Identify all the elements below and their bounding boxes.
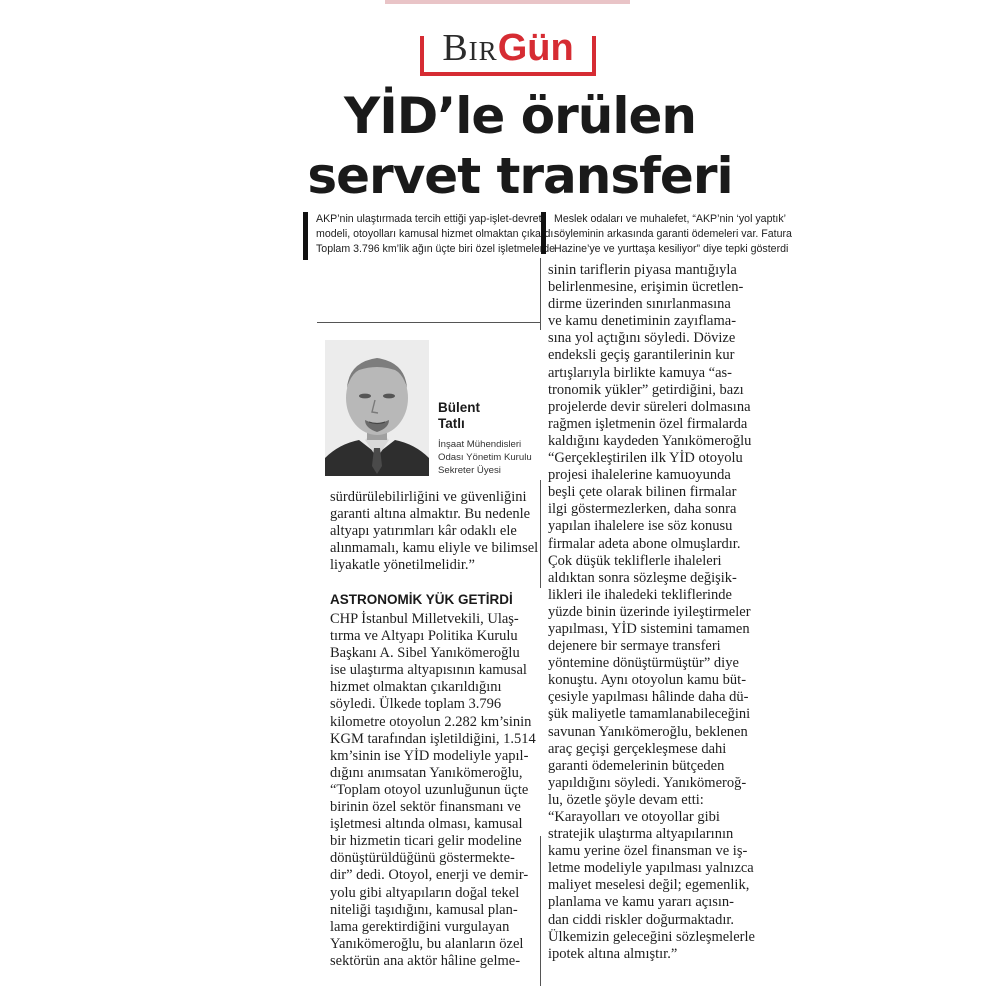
text-line: birinin özel sektör finansmanı ve (330, 799, 521, 816)
text-line: alınmamalı, kamu eliyle ve bilimsel (330, 540, 539, 557)
text-line: “Gerçekleştirilen ilk YİD otoyolu (548, 450, 743, 467)
column-left-body (330, 611, 536, 970)
text-line: liyakatle yönetilmelidir.” (330, 557, 475, 574)
text-line: Çok düşük tekliflerle ihaleleri (548, 552, 722, 569)
text-line: letme modeliyle yapılması yalnızca (548, 860, 754, 877)
text-line: lama gerektirdiğini vurgulayan (330, 918, 510, 935)
author-role (438, 438, 532, 477)
deck-line: Meslek odaları ve muhalefet, “AKP’nin ‘yol yaptık’ (554, 213, 786, 225)
text-line: yapılan ihalelere ise söz konusu (548, 518, 733, 535)
headline-line: servet transferi (307, 147, 733, 205)
text-line: işletmesi altında olması, kamusal (330, 816, 523, 833)
deck-left (303, 212, 557, 260)
text-line: dan ciddi riskler doğurmaktadır. (548, 911, 735, 928)
text-line: altyapı yatırımları kâr odaklı ele (330, 523, 517, 540)
text-line: KGM tarafından işletildiğini, 1.514 (330, 730, 536, 747)
text-line: lu, özetle şöyle devam etti: (548, 791, 704, 808)
text-line: yapılması, YİD sistemini tamamen (548, 620, 750, 637)
text-line: bir hizmetin ticari gelir modeline (330, 833, 522, 850)
text-line: sürdürülebilirliğini ve güvenliğini (330, 489, 527, 505)
author-last-name: Tatlı (438, 416, 465, 431)
headline (230, 86, 810, 206)
deck-line: AKP’nin ulaştırmada tercih ettiği yap-işlet-devret (316, 213, 542, 225)
column-divider (540, 836, 541, 986)
text-line: km’sinin ise YİD modeliyle yapıl- (330, 747, 529, 764)
headline-line: YİD’le örülen (343, 87, 696, 145)
text-line: dir” dedi. Otoyol, enerji ve demir- (330, 867, 529, 884)
deck-line: söyleminin arkasında garanti ödemeleri var. Fatura (554, 228, 792, 240)
text-line: niteliği taşıdığını, kamusal plan- (330, 901, 518, 918)
text-line: dirme üzerinden sınırlanmasına (548, 296, 731, 313)
column-left-top (330, 489, 538, 574)
author-portrait-image (325, 340, 429, 476)
deck-right (541, 212, 792, 255)
text-line: konuştu. Aynı otoyolun kamu büt- (548, 672, 747, 689)
text-line: likleri ile ihaledeki tekliflerinde (548, 586, 732, 603)
author-name (438, 400, 480, 432)
text-line: garanti altına almaktır. Bu nedenle (330, 506, 531, 523)
text-line: artışlarıyla birlikte kamuya “as- (548, 364, 732, 381)
text-line: yüzde binin üzerinde iyileştirmeler (548, 603, 751, 620)
text-line: sektörün ana aktör hâline gelme- (330, 952, 521, 969)
text-line: yapıldığını söyledi. Yanıkömeroğ- (548, 774, 747, 791)
author-role-line: İnşaat Mühendisleri (438, 439, 522, 450)
text-line: planlama ve kamu yararı açısın- (548, 894, 735, 911)
column-divider (540, 258, 541, 330)
author-photo (325, 340, 429, 476)
text-line: söyledi. Ülkede toplam 3.796 (330, 696, 502, 713)
text-line: Başkanı A. Sibel Yanıkömeroğlu (330, 645, 520, 662)
column-divider (540, 480, 541, 588)
column-divider (317, 322, 541, 323)
text-line: firmalar adeta abone olmuşlardır. (548, 535, 741, 552)
text-line: dönüştürüldüğünü göstermekte- (330, 850, 515, 867)
text-line: stratejik ulaştırma altyapılarının (548, 826, 734, 843)
subhead: ASTRONOMİK YÜK GETİRDİ (330, 592, 513, 607)
text-line: sına yol açtığını söyledi. Dövize (548, 330, 736, 347)
text-line: sinin tariflerin piyasa mantığıyla (548, 262, 737, 278)
text-line: ise ulaştırma altyapısının kamusal (330, 662, 527, 679)
text-line: aldıktan sonra sözleşme değişik- (548, 569, 737, 586)
logo-text (420, 26, 596, 70)
text-line: ilgi göstermezlerken, daha sonra (548, 501, 737, 518)
logo-gun: Gün (497, 27, 574, 69)
text-line: Ülkemizin geleceğini sözleşmelerle (548, 928, 755, 945)
text-line: ve kamu denetiminin zayıflama- (548, 313, 737, 330)
text-line: ipotek altına almıştır.” (548, 945, 678, 962)
deck-line: modeli, otoyolları kamusal hizmet olmaktan çıkardı. (316, 228, 557, 240)
text-line: projesi ihalelerine kamuoyunda (548, 467, 731, 484)
text-line: dejenere bir sermaye transferi (548, 638, 721, 655)
text-line: kilometre otoyolun 2.282 km’sinin (330, 713, 532, 730)
text-line: tırma ve Altyapı Politika Kurulu (330, 628, 518, 645)
text-line: beşli çete olarak bilinen firmalar (548, 484, 737, 501)
top-accent-bar (385, 0, 630, 4)
birgun-logo (420, 24, 596, 78)
deck-line: Toplam 3.796 km’lik ağın üçte biri özel işletmelerde (316, 243, 556, 255)
text-line: kaldığını kaydeden Yanıkömeroğlu (548, 432, 752, 449)
text-line: “Karayolları ve otoyollar gibi (548, 809, 720, 825)
author-role-line: Odası Yönetim Kurulu (438, 452, 532, 463)
text-line: “Toplam otoyol uzunluğunun üçte (330, 781, 529, 798)
text-line: kamu yerine özel finansman ve iş- (548, 843, 748, 860)
text-line: çesiyle yapılması hâlinde daha dü- (548, 689, 749, 706)
text-line: yöntemine dönüştürmüştür” diye (548, 655, 739, 672)
text-line: maliyet meselesi değil; egemenlik, (548, 877, 750, 894)
text-line: projelerde devir süreleri dolmasına (548, 398, 751, 415)
deck-line: Hazine’ye ve yurttaşa kesiliyor” diye tepki gösterdi (554, 243, 789, 255)
text-line: belirlenmesine, erişimin ücretlen- (548, 279, 744, 296)
column-right (548, 262, 755, 963)
text-line: endeksli geçiş garantilerinin kur (548, 347, 735, 364)
text-line: tronomik yükler” getirdiğini, bazı (548, 381, 744, 398)
text-line: Yanıkömeroğlu, bu alanların özel (330, 935, 524, 952)
author-first-name: Bülent (438, 400, 480, 415)
text-line: garanti ödemelerinin bütçeden (548, 757, 725, 774)
text-line: hizmet olmaktan çıkarıldığını (330, 679, 502, 696)
text-line: şük maliyetle tamamlanabileceğini (548, 706, 751, 723)
text-line: rağmen işletmenin özel firmalarda (548, 415, 748, 432)
author-role-line: Sekreter Üyesi (438, 465, 501, 476)
logo-bir: Bir (442, 27, 498, 69)
text-line: araç geçişi gerçekleşmese dahi (548, 740, 727, 757)
text-line: CHP İstanbul Milletvekili, Ulaş- (330, 611, 519, 627)
text-line: dığını anımsatan Yanıkömeroğlu, (330, 764, 523, 781)
text-line: yolu gibi altyapıların doğal tekel (330, 884, 520, 901)
text-line: savunan Yanıkömeroğlu, beklenen (548, 723, 748, 740)
